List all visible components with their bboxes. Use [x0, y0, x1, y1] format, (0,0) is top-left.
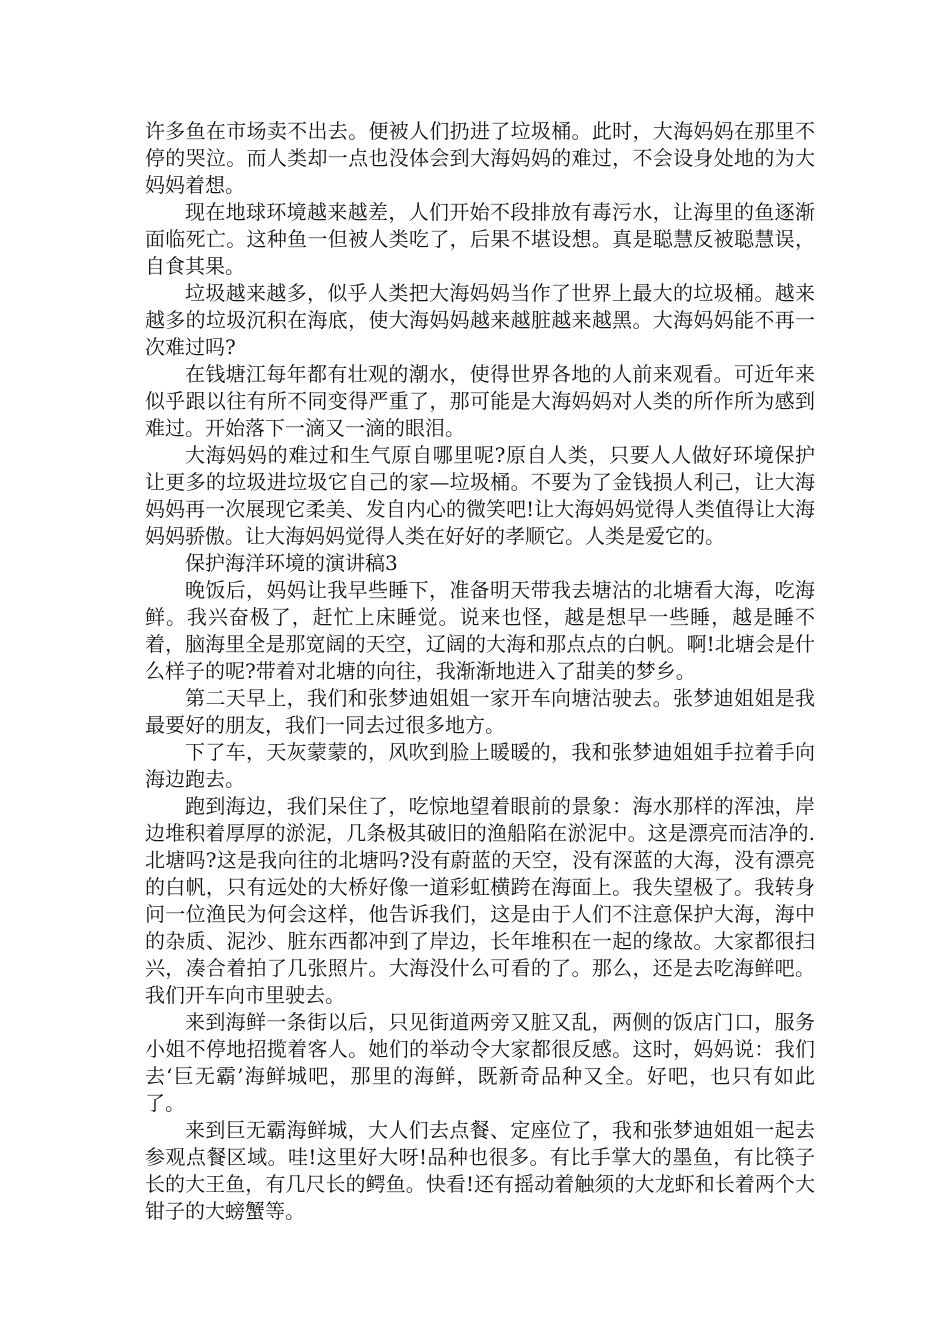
paragraph: 晚饭后，妈妈让我早些睡下，准备明天带我去塘沽的北塘看大海，吃海鲜。我兴奋极了，赶忙上床睡觉。说来也怪，越是想早一些睡，越是睡不着，脑海里全是那宽阔的天空，辽阔的大海和那点点的白帆。啊!北塘会是什么样子的呢?带着对北塘的向往，我渐渐地进入了甜美的梦乡。 [145, 578, 815, 683]
section-heading: 保护海洋环境的演讲稿3 [185, 551, 398, 575]
paragraph: 大海妈妈的难过和生气原自哪里呢?原自人类，只要人人做好环境保护让更多的垃圾进垃圾它自己的家—垃圾桶。不要为了金钱损人利己，让大海妈妈再一次展现它柔美、发自内心的微笑吧!让大海妈妈觉得人类值得让大海妈妈骄傲。让大海妈妈觉得人类在好好的孝顺它。人类是爱它的。 [145, 443, 815, 548]
paragraph: 垃圾越来越多，似乎人类把大海妈妈当作了世界上最大的垃圾桶。越来越多的垃圾沉积在海底，使大海妈妈越来越脏越来越黑。大海妈妈能不再一次难过吗? [145, 281, 815, 359]
paragraph: 来到海鲜一条街以后，只见街道两旁又脏又乱，两侧的饭店门口，服务小姐不停地招揽着客人。她们的举动令大家都很反感。这时，妈妈说：我们去‘巨无霸’海鲜城吧，那里的海鲜，既新奇品种又全。好吧，也只有如此了。 [145, 1010, 815, 1115]
paragraph: 现在地球环境越来越差，人们开始不段排放有毒污水，让海里的鱼逐渐面临死亡。这种鱼一但被人类吃了，后果不堪设想。真是聪慧反被聪慧误，自食其果。 [145, 200, 815, 278]
paragraph: 跑到海边，我们呆住了，吃惊地望着眼前的景象：海水那样的浑浊，岸边堆积着厚厚的淤泥，几条极其破旧的渔船陷在淤泥中。这是漂亮而洁净的.北塘吗?这是我向往的北塘吗?没有蔚蓝的天空，没有深蓝的大海，没有漂亮的白帆，只有远处的大桥好像一道彩虹横跨在海面上。我失望极了。我转身问一位渔民为何会这样，他告诉我们，这是由于人们不注意保护大海，海中的杂质、泥沙、脏东西都冲到了岸边，长年堆积在一起的缘故。大家都很扫兴，凑合着拍了几张照片。大海没什么可看的了。那么，还是去吃海鲜吧。我们开车向市里驶去。 [145, 794, 815, 1007]
paragraph-continuation: 许多鱼在市场卖不出去。便被人们扔进了垃圾桶。此时，大海妈妈在那里不停的哭泣。而人类却一点也没体会到大海妈妈的难过，不会设身处地的为大妈妈着想。 [145, 119, 815, 197]
paragraph: 下了车，天灰蒙蒙的，风吹到脸上暖暖的，我和张梦迪姐姐手拉着手向海边跑去。 [145, 740, 815, 791]
document-page [145, 118, 815, 1225]
paragraph: 在钱塘江每年都有壮观的潮水，使得世界各地的人前来观看。可近年来似乎跟以往有所不同变得严重了，那可能是大海妈妈对人类的所作所为感到难过。开始落下一滴又一滴的眼泪。 [145, 362, 815, 440]
paragraph: 来到巨无霸海鲜城，大人们去点餐、定座位了，我和张梦迪姐姐一起去参观点餐区域。哇!这里好大呀!品种也很多。有比手掌大的墨鱼，有比筷子长的大王鱼，有几尺长的鳄鱼。快看!还有摇动着触须的大龙虾和长着两个大钳子的大螃蟹等。 [145, 1118, 815, 1223]
paragraph: 第二天早上，我们和张梦迪姐姐一家开车向塘沽驶去。张梦迪姐姐是我最要好的朋友，我们一同去过很多地方。 [145, 686, 815, 737]
